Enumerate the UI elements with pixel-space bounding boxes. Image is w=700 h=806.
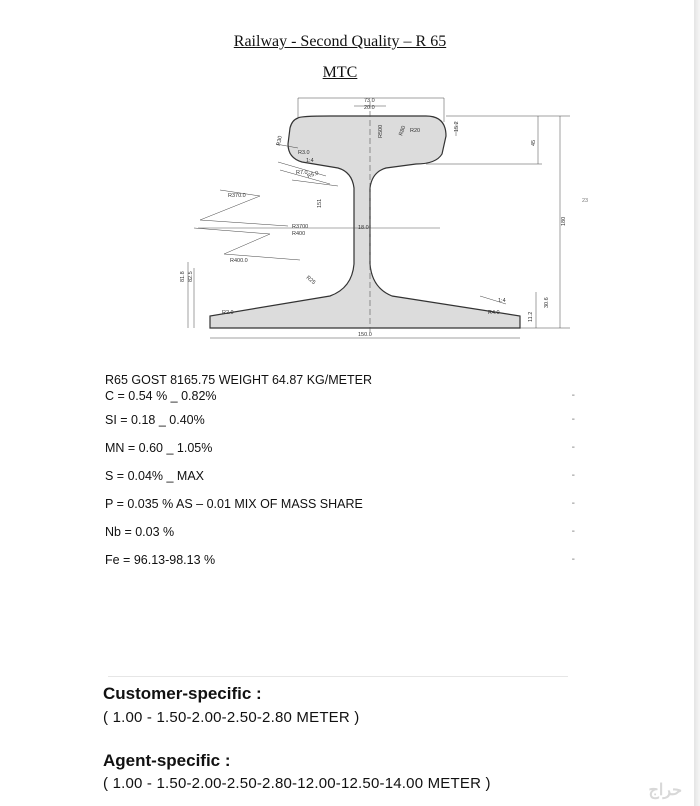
- dim-label: 20.0: [364, 105, 375, 111]
- spec-row-text: S = 0.04% _ MAX: [105, 469, 205, 483]
- spec-dash: -: [571, 414, 575, 425]
- spec-row: [105, 406, 575, 434]
- dim-label: 73.0: [364, 98, 375, 104]
- dim-label: R3.0: [298, 150, 310, 156]
- spec-row: [105, 518, 575, 546]
- spec-dash: -: [571, 442, 575, 453]
- document-subtitle: MTC: [322, 64, 358, 81]
- spec-dash: -: [571, 498, 575, 509]
- dim-label: R2.0: [222, 310, 234, 316]
- spec-dash: -: [571, 526, 575, 537]
- rail-profile-drawing: [180, 92, 600, 342]
- page-edge: [694, 0, 700, 806]
- divider: [108, 676, 568, 677]
- rail-profile-outline: [210, 116, 520, 328]
- spec-dash: -: [571, 470, 575, 481]
- spec-dash: -: [571, 554, 575, 565]
- dim-label: R500: [378, 124, 384, 138]
- spec-row: [105, 490, 575, 518]
- leader-line: [292, 180, 338, 186]
- dim-label: R5.0: [306, 170, 320, 180]
- dim-label: 81.8: [180, 271, 186, 282]
- dim-label: R80: [398, 125, 408, 137]
- spec-row-text: MN = 0.60 _ 1.05%: [105, 441, 213, 455]
- dim-label: 151: [317, 198, 323, 208]
- dim-label: 18.0: [358, 225, 369, 231]
- dim-label: 150.0: [358, 332, 372, 338]
- dim-label: 82.5: [188, 271, 194, 282]
- dim-label: 30.6: [544, 297, 550, 308]
- agent-specific-text: ( 1.00 - 1.50-2.00-2.50-2.80-12.00-12.50-14.00 METER ): [103, 775, 491, 792]
- spec-row-text: Nb = 0.03 %: [105, 525, 175, 539]
- spec-row: [105, 434, 575, 462]
- customer-specific-text: ( 1.00 - 1.50-2.00-2.50-2.80 METER ): [103, 709, 360, 726]
- dim-label: 45: [531, 139, 537, 146]
- agent-specific-title: Agent-specific :: [103, 751, 231, 770]
- spec-row-text: Fe = 96.13-98.13 %: [105, 553, 216, 567]
- dim-label: R30: [276, 135, 284, 147]
- spec-dash: -: [571, 390, 575, 401]
- dim-label: R4.0: [488, 310, 500, 316]
- leader-line: [194, 228, 300, 260]
- watermark-logo: حراج: [648, 782, 682, 799]
- dim-label: 15.2: [454, 121, 460, 132]
- spec-row-text: SI = 0.18 _ 0.40%: [105, 413, 205, 427]
- dim-label: R400: [292, 231, 306, 237]
- dim-label: R20: [410, 128, 421, 134]
- dim-label: 180: [561, 216, 567, 226]
- spec-row: [105, 462, 575, 490]
- document-title: Railway - Second Quality – R 65: [233, 33, 447, 50]
- spec-header: R65 GOST 8165.75 WEIGHT 64.87 KG/METER: [105, 373, 373, 387]
- dim-label: R370.0: [228, 193, 246, 199]
- dim-label: R7.0: [296, 170, 308, 176]
- dim-label: R25: [304, 274, 317, 287]
- spec-row-text: C = 0.54 % _ 0.82%: [105, 389, 217, 403]
- dim-label: 11.2: [528, 311, 534, 322]
- spec-row: [105, 388, 575, 404]
- dim-label: R400.0: [230, 258, 248, 264]
- dim-label: 1:4: [306, 158, 314, 164]
- spec-row-text: P = 0.035 % AS – 0.01 MIX OF MASS SHARE: [105, 497, 363, 511]
- customer-specific-title: Customer-specific :: [103, 684, 262, 703]
- dim-label: 23: [582, 198, 589, 204]
- dim-label: R3700: [292, 224, 309, 230]
- dim-label: 1:4: [498, 298, 506, 304]
- chemical-spec: [105, 372, 575, 574]
- spec-row: [105, 546, 575, 574]
